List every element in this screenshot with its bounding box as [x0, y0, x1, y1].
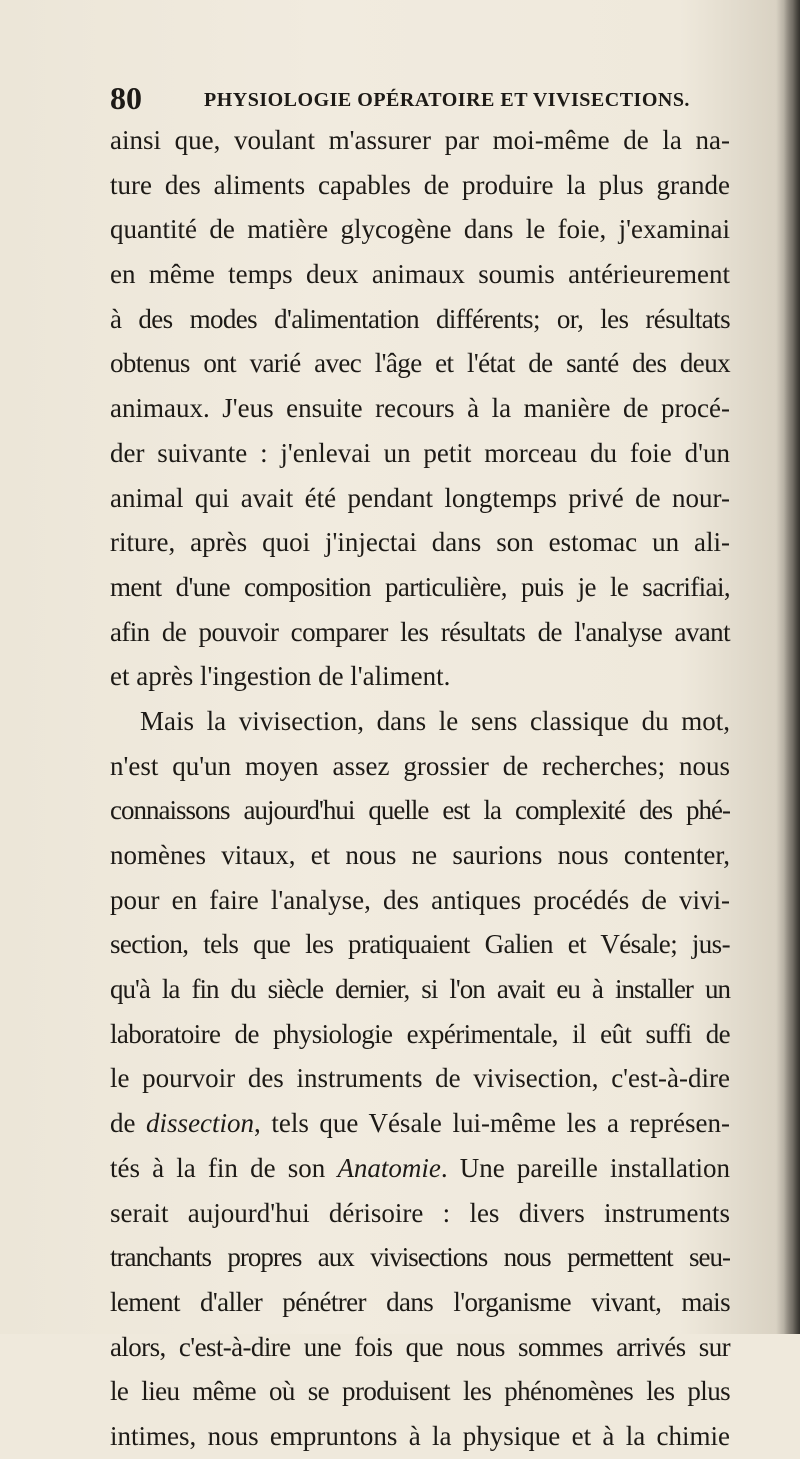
text-line: lement d'aller pénétrer dans l'organisme vivant, mais: [110, 1286, 730, 1317]
text-line: ainsi que, voulant m'assurer par moi-même de la na-: [110, 125, 730, 155]
text-line: [110, 1146, 730, 1191]
text-line: animaux. J'eus ensuite recours à la manière de procé-: [110, 393, 730, 424]
paragraph-last-line: et après l'ingestion de l'aliment.: [110, 661, 451, 692]
text-line: pour en faire l'analyse, des antiques procédés de vivi-: [110, 884, 730, 915]
text-line: afin de pouvoir comparer les résultats de l'analyse avant: [110, 616, 730, 647]
text-segment: de: [110, 1108, 147, 1139]
text-segment: tés à la fin de son: [110, 1152, 338, 1183]
text-line: à des modes d'alimentation différents; or, les résultats: [110, 303, 730, 334]
text-segment: , tels que Vésale lui-même les a représen-: [254, 1108, 731, 1139]
paragraph-first-line: Mais la vivisection, dans le sens classique du mot,: [140, 705, 730, 736]
text-line: animal qui avait été pendant longtemps privé de nour-: [110, 482, 730, 513]
italic-title-anatomie: Anatomie: [337, 1152, 441, 1183]
text-line: n'est qu'un moyen assez grossier de recherches; nous: [110, 750, 730, 781]
text-line: laboratoire de physiologie expérimentale, il eût suffi de: [110, 1018, 730, 1049]
text-line: riture, après quoi j'injectai dans son estomac un ali-: [110, 527, 730, 558]
text-line: serait aujourd'hui dérisoire : les divers instruments: [110, 1197, 730, 1228]
text-line: obtenus ont varié avec l'âge et l'état de santé des deux: [110, 348, 730, 379]
text-line: [110, 1101, 730, 1146]
text-line: nomènes vitaux, et nous ne saurions nous contenter,: [110, 840, 730, 870]
text-segment: . Une pareille installation: [440, 1152, 730, 1183]
page-header: [110, 78, 710, 118]
text-line: qu'à la fin du siècle dernier, si l'on avait eu à installer un: [110, 974, 730, 1005]
page-number: 80: [110, 80, 142, 116]
text-line: intimes, nous empruntons à la physique et à la chimie: [110, 1420, 730, 1451]
text-line: der suivante : j'enlevai un petit morceau du foie d'un: [110, 437, 730, 468]
running-head: PHYSIOLOGIE OPÉRATOIRE ET VIVISECTIONS.: [204, 89, 690, 111]
text-line: section, tels que les pratiquaient Galien et Vésale; jus-: [110, 929, 730, 960]
text-line: ment d'une composition particulière, puis je le sacrifiai,: [110, 571, 730, 602]
italic-term-dissection: dissection: [146, 1108, 255, 1139]
body-text: [110, 118, 730, 1459]
text-line: alors, c'est-à-dire une fois que nous sommes arrivés sur: [110, 1331, 730, 1362]
page-binding-edge: [784, 0, 800, 1334]
text-line: le lieu même où se produisent les phénomènes les plus: [110, 1376, 730, 1407]
text-line: le pourvoir des instruments de vivisection, c'est-à-dire: [110, 1063, 730, 1094]
text-line: en même temps deux animaux soumis antérieurement: [110, 259, 730, 290]
text-line: connaissons aujourd'hui quelle est la complexité des phé-: [110, 795, 730, 826]
text-line: quantité de matière glycogène dans le foie, j'examinai: [110, 214, 730, 245]
text-line: ture des aliments capables de produire la plus grande: [110, 169, 730, 200]
text-line: tranchants propres aux vivisections nous permettent seu-: [110, 1242, 730, 1273]
